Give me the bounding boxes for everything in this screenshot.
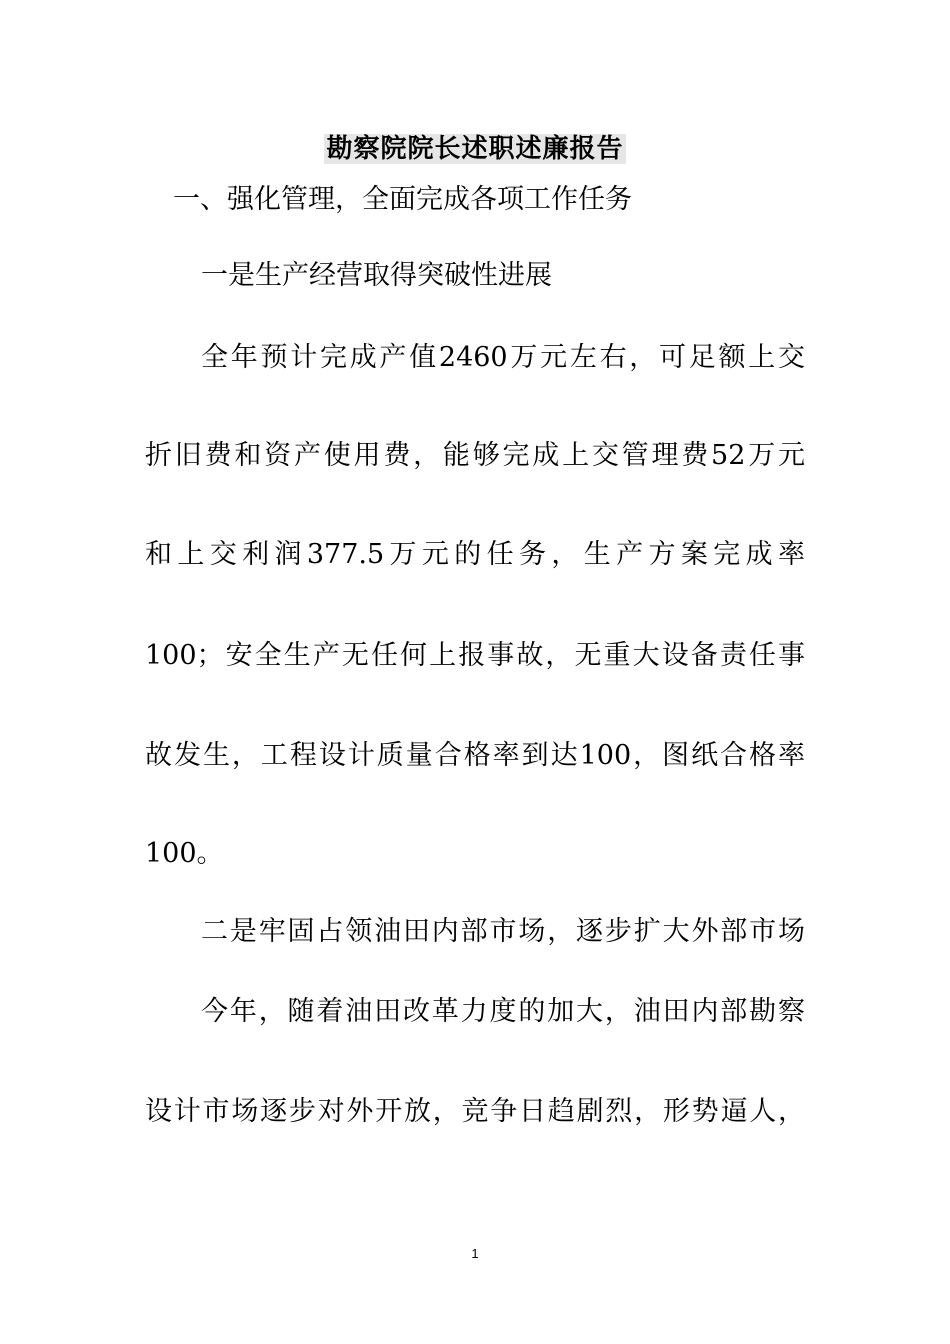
paragraph-line: 100；安全生产无任何上报事故，无重大设备责任事 [145, 640, 805, 671]
paragraph-line: 100。 [145, 838, 224, 869]
document-title [0, 131, 950, 167]
paragraph-line: 设计市场逐步对外开放，竞争日趋剧烈，形势逼人， [145, 1096, 805, 1127]
paragraph-line: 和上交利润377.5万元的任务，生产方案完成率 [145, 539, 805, 570]
page-number: 1 [471, 1246, 479, 1261]
paragraph-line: 今年，随着油田改革力度的加大，油田内部勘察 [201, 996, 805, 1027]
paragraph-line: 折旧费和资产使用费，能够完成上交管理费52万元 [145, 440, 805, 471]
paragraph-line: 全年预计完成产值2460万元左右，可足额上交 [201, 342, 805, 373]
subheading: 一是生产经营取得突破性进展 [201, 260, 552, 291]
subheading: 二是牢固占领油田内部市场，逐步扩大外部市场 [201, 916, 805, 947]
document-title-text: 勘察院院长述职述廉报告 [326, 134, 624, 164]
paragraph-line: 故发生，工程设计质量合格率到达100，图纸合格率 [145, 740, 805, 771]
section-heading: 一、强化管理，全面完成各项工作任务 [173, 184, 632, 215]
